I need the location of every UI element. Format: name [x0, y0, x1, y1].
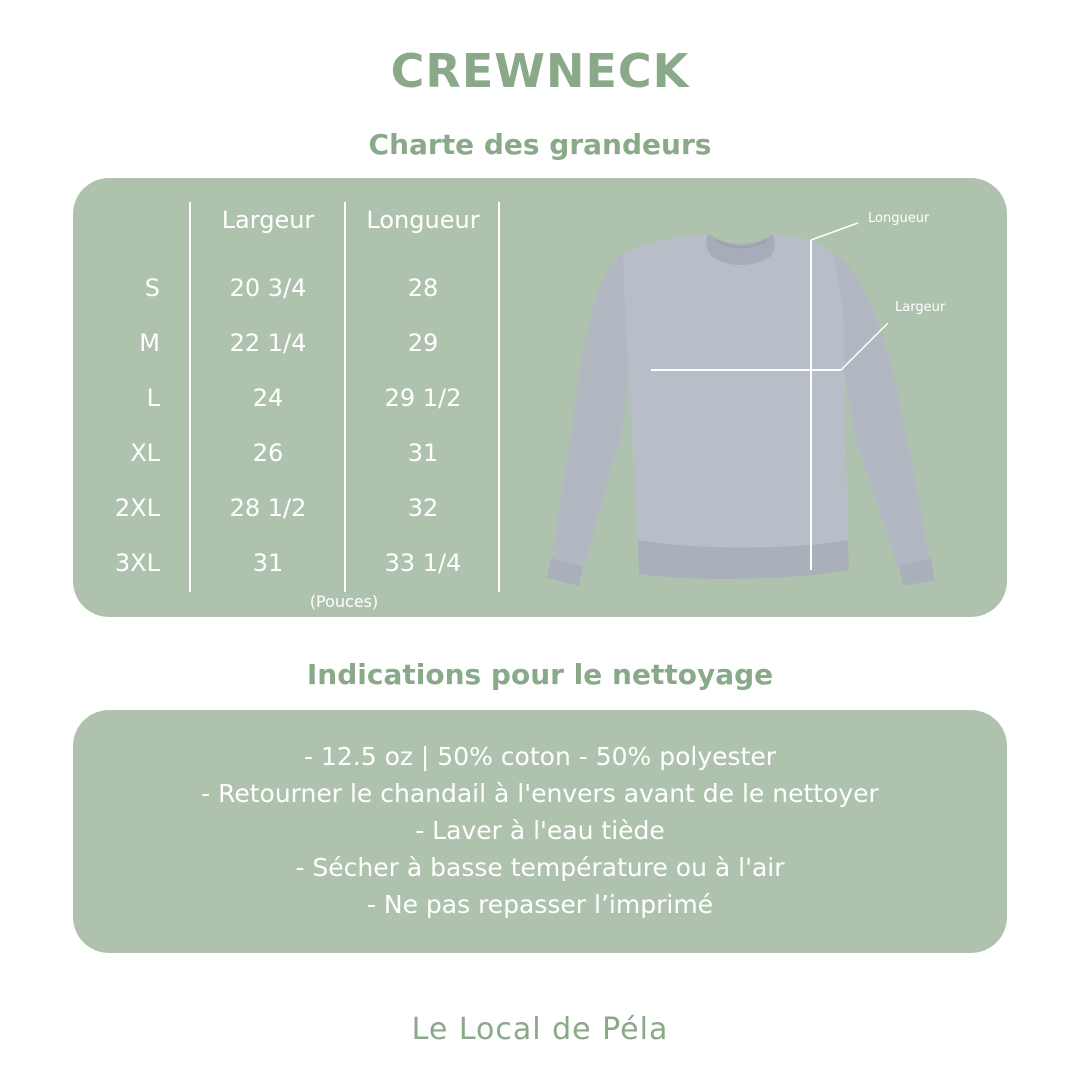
size-label: XL: [130, 439, 160, 467]
care-line: - Laver à l'eau tiède: [415, 816, 665, 845]
brand-name: Le Local de Péla: [411, 1012, 669, 1047]
sweater-diagram-icon: [543, 218, 963, 588]
care-line: - 12.5 oz | 50% coton - 50% polyester: [303, 742, 776, 771]
size-label: M: [139, 329, 160, 357]
longueur-value: 28: [407, 274, 439, 302]
largeur-value: 24: [252, 384, 284, 412]
largeur-value: 22 1/4: [229, 329, 307, 357]
units-label: (Pouces): [309, 592, 379, 611]
care-panel: [73, 710, 1007, 953]
length-annotation: Longueur: [868, 211, 930, 226]
size-label: L: [146, 384, 160, 412]
care-instructions: [73, 738, 1007, 923]
longueur-value: 32: [407, 494, 439, 522]
column-divider: [189, 202, 191, 592]
width-annotation: Largeur: [895, 300, 946, 315]
size-label: 2XL: [114, 494, 160, 522]
column-divider: [344, 202, 346, 592]
care-heading: Indications pour le nettoyage: [306, 658, 774, 691]
size-label: 3XL: [114, 549, 160, 577]
longueur-value: 29 1/2: [384, 384, 462, 412]
column-divider: [498, 202, 500, 592]
page-title: CREWNECK: [390, 44, 690, 98]
care-line: - Sécher à basse température ou à l'air: [295, 853, 785, 882]
care-line: - Retourner le chandail à l'envers avant de le nettoyer: [201, 779, 879, 808]
largeur-value: 31: [252, 549, 284, 577]
size-chart-panel: [73, 178, 1007, 617]
largeur-value: 20 3/4: [229, 274, 307, 302]
longueur-value: 29: [407, 329, 439, 357]
largeur-value: 26: [252, 439, 284, 467]
care-line: - Ne pas repasser l’imprimé: [366, 890, 714, 919]
longueur-value: 31: [407, 439, 439, 467]
column-header-largeur: Largeur: [221, 206, 315, 234]
size-label: S: [144, 274, 160, 302]
largeur-value: 28 1/2: [229, 494, 307, 522]
column-header-longueur: Longueur: [366, 206, 480, 234]
longueur-value: 33 1/4: [384, 549, 462, 577]
size-chart-heading: Charte des grandeurs: [368, 128, 712, 161]
